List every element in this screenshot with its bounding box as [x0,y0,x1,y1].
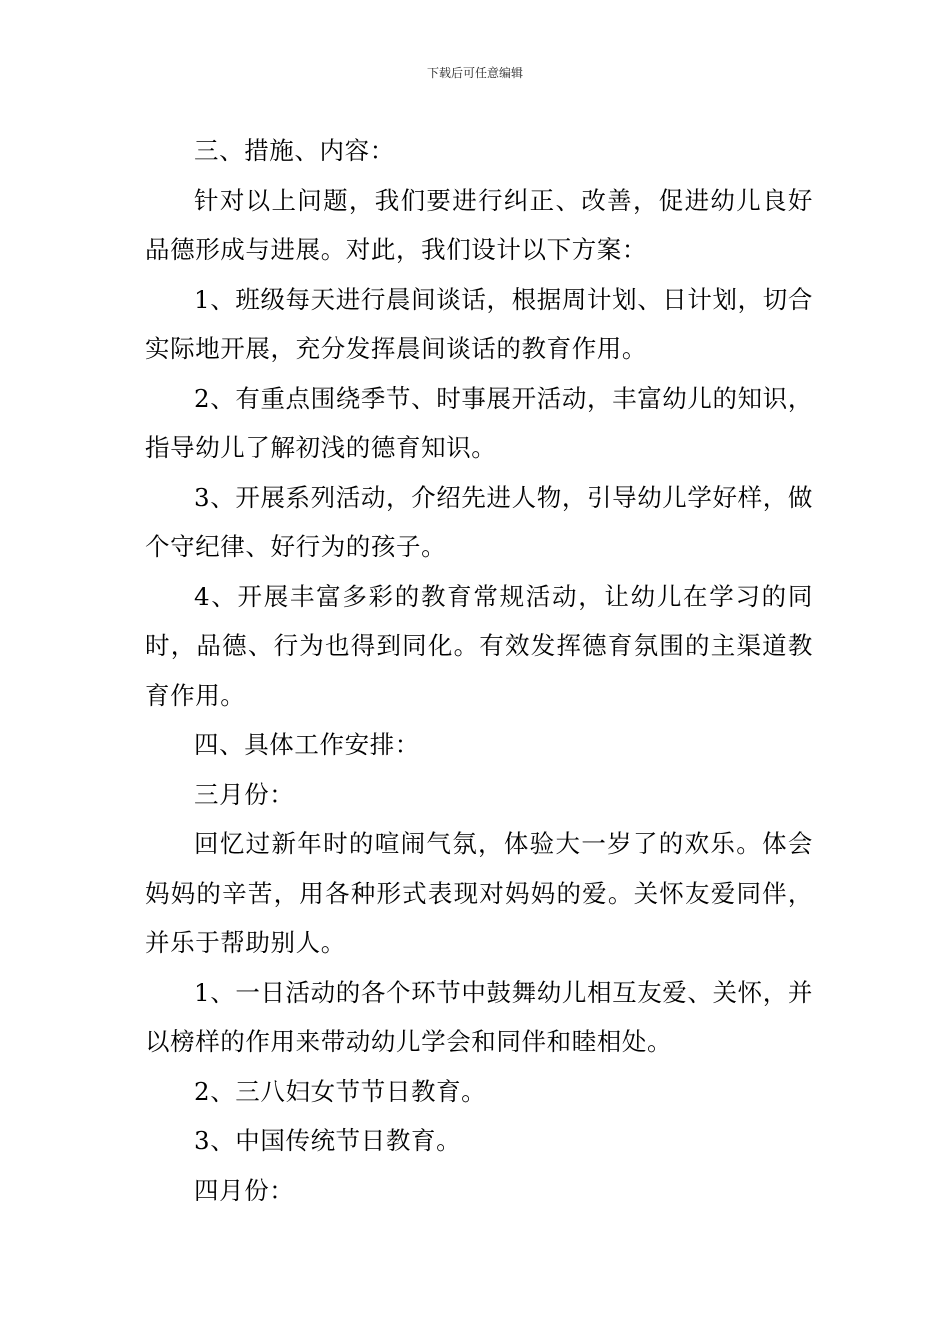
march-item-3: 3、中国传统节日教育。 [194,1126,462,1155]
month-heading-april: 四月份： [194,1175,295,1205]
document-body [145,126,813,1215]
page-header: 下载后可任意编辑 [426,66,523,80]
list-item-4: 4、开展丰富多彩的教育常规活动，让幼儿在学习的同时，品德、行为也得到同化。有效发挥德育氛围的主渠道教育作用。 [145,581,813,710]
march-item-2: 2、三八妇女节节日教育。 [194,1076,487,1106]
list-item-3: 3、开展系列活动，介绍先进人物，引导幼儿学好样，做个守纪律、好行为的孩子。 [145,482,813,561]
section-heading-measures: 三、措施、内容： [194,136,395,165]
list-item-1: 1、班级每天进行晨间谈话，根据周计划、日计划，切合实际地开展，充分发挥晨间谈话的教育作用。 [145,284,813,363]
paragraph-march-summary: 回忆过新年时的喧闹气氛，体验大一岁了的欢乐。体会妈妈的辛苦，用各种形式表现对妈妈的爱。关怀友爱同伴，并乐于帮助别人。 [145,829,813,957]
list-item-2: 2、有重点围绕季节、时事展开活动，丰富幼儿的知识，指导幼儿了解初浅的德育知识。 [145,383,813,462]
section-heading-schedule: 四、具体工作安排： [194,730,420,759]
march-item-1: 1、一日活动的各个环节中鼓舞幼儿相互友爱、关怀，并以榜样的作用来带动幼儿学会和同伴和睦相处。 [145,977,813,1056]
month-heading-march: 三月份： [194,779,295,809]
paragraph-intro: 针对以上问题，我们要进行纠正、改善，促进幼儿良好品德形成与进展。对此，我们设计以下方案： [145,185,813,264]
